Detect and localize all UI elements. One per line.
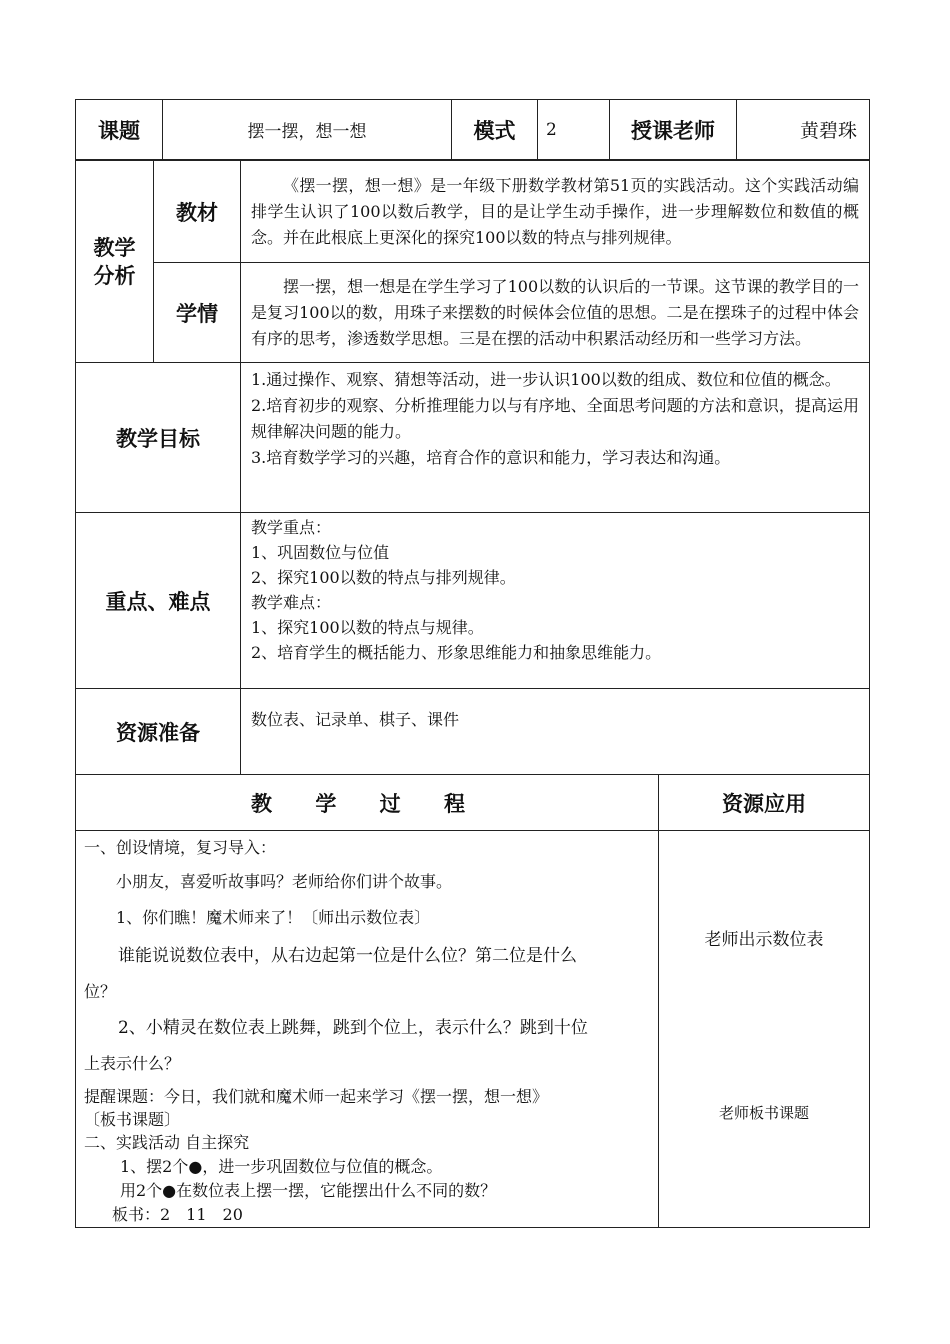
process-line: 位？ [84, 982, 117, 1001]
keypoints-line: 2、探究100以数的特点与排列规律。 [251, 568, 516, 587]
process-line: 板书：2 11 20 [112, 1205, 243, 1224]
keypoints-line: 教学重点： [251, 518, 332, 537]
keypoints-label: 重点、难点 [76, 513, 241, 689]
process-line: 〔板书课题〕 [84, 1110, 181, 1129]
process-title: 教 学 过 程 [76, 775, 659, 831]
topic-label: 课题 [76, 100, 163, 160]
resources-text: 数位表、记录单、棋子、课件 [241, 689, 870, 775]
keypoints-line: 教学难点： [251, 593, 332, 612]
teacher-label: 授课老师 [610, 100, 737, 160]
header-table [75, 99, 870, 160]
analysis-table [75, 160, 870, 775]
topic-value: 摆一摆，想一想 [163, 100, 452, 160]
material-label: 教材 [154, 161, 241, 263]
process-line: 一、创设情境，复习导入： [84, 838, 277, 857]
goals-list [241, 363, 870, 513]
student-label: 学情 [154, 263, 241, 363]
resource-apply-notes [659, 831, 870, 1228]
resources-label: 资源准备 [76, 689, 241, 775]
resource-apply-title: 资源应用 [659, 775, 870, 831]
process-line: 二、实践活动 自主探究 [84, 1133, 250, 1152]
goal-item: 1.通过操作、观察、猜想等活动，进一步认识100以数的组成、数位和位值的概念。 [251, 370, 841, 389]
keypoints-line: 2、培育学生的概括能力、形象思维能力和抽象思维能力。 [251, 643, 662, 662]
material-text: 《摆一摆，想一想》是一年级下册数学教材第51页的实践活动。这个实践活动编排学生认识了100以数后教学，目的是让学生动手操作，进一步理解数位和数值的概念。并在此根底上更深化的探究100以数的特点与排列规律。 [241, 161, 870, 263]
teacher-value: 黄碧珠 [737, 100, 870, 160]
process-line: 谁能说说数位表中，从右边起第一位是什么位？第二位是什么 [118, 946, 577, 966]
process-line: 2、小精灵在数位表上跳舞，跳到个位上，表示什么？跳到十位 [118, 1018, 588, 1038]
process-line: 提醒课题：今日，我们就和魔术师一起来学习《摆一摆，想一想》 [84, 1087, 549, 1106]
process-line: 上表示什么？ [84, 1054, 181, 1073]
process-line: 小朋友，喜爱听故事吗？老师给你们讲个故事。 [116, 872, 453, 891]
process-line: 用2个●在数位表上摆一摆，它能摆出什么不同的数？ [120, 1181, 497, 1200]
process-line: 1、摆2个●，进一步巩固数位与位值的概念。 [120, 1157, 443, 1176]
goal-item: 2.培育初步的观察、分析推理能力以与有序地、全面思考问题的方法和意识，提高运用规律解决问题的能力。 [251, 396, 859, 441]
process-content [76, 831, 659, 1228]
student-text: 摆一摆，想一想是在学生学习了100以数的认识后的一节课。这节课的教学目的一是复习100以的数，用珠子来摆数的时候体会位值的思想。二是在摆珠子的过程中体会有序的思考，渗透数学思想。三是在摆的活动中积累活动经历和一些学习方法。 [241, 263, 870, 363]
resource-note: 老师板书课题 [718, 1104, 809, 1122]
analysis-label-line2: 分析 [93, 263, 136, 288]
analysis-label-line1: 教学 [93, 235, 136, 260]
analysis-label [76, 161, 154, 363]
mode-label: 模式 [452, 100, 538, 160]
process-line: 1、你们瞧！魔术师来了！〔师出示数位表〕 [116, 908, 431, 927]
process-table [75, 774, 870, 1228]
keypoints-line: 1、巩固数位与位值 [251, 543, 390, 562]
goals-label: 教学目标 [76, 363, 241, 513]
keypoints-list [241, 513, 870, 689]
goal-item: 3.培育数学学习的兴趣，培育合作的意识和能力，学习表达和沟通。 [251, 448, 731, 467]
mode-value: 2 [538, 100, 610, 160]
resource-note: 老师出示数位表 [704, 930, 824, 950]
keypoints-line: 1、探究100以数的特点与规律。 [251, 618, 484, 637]
